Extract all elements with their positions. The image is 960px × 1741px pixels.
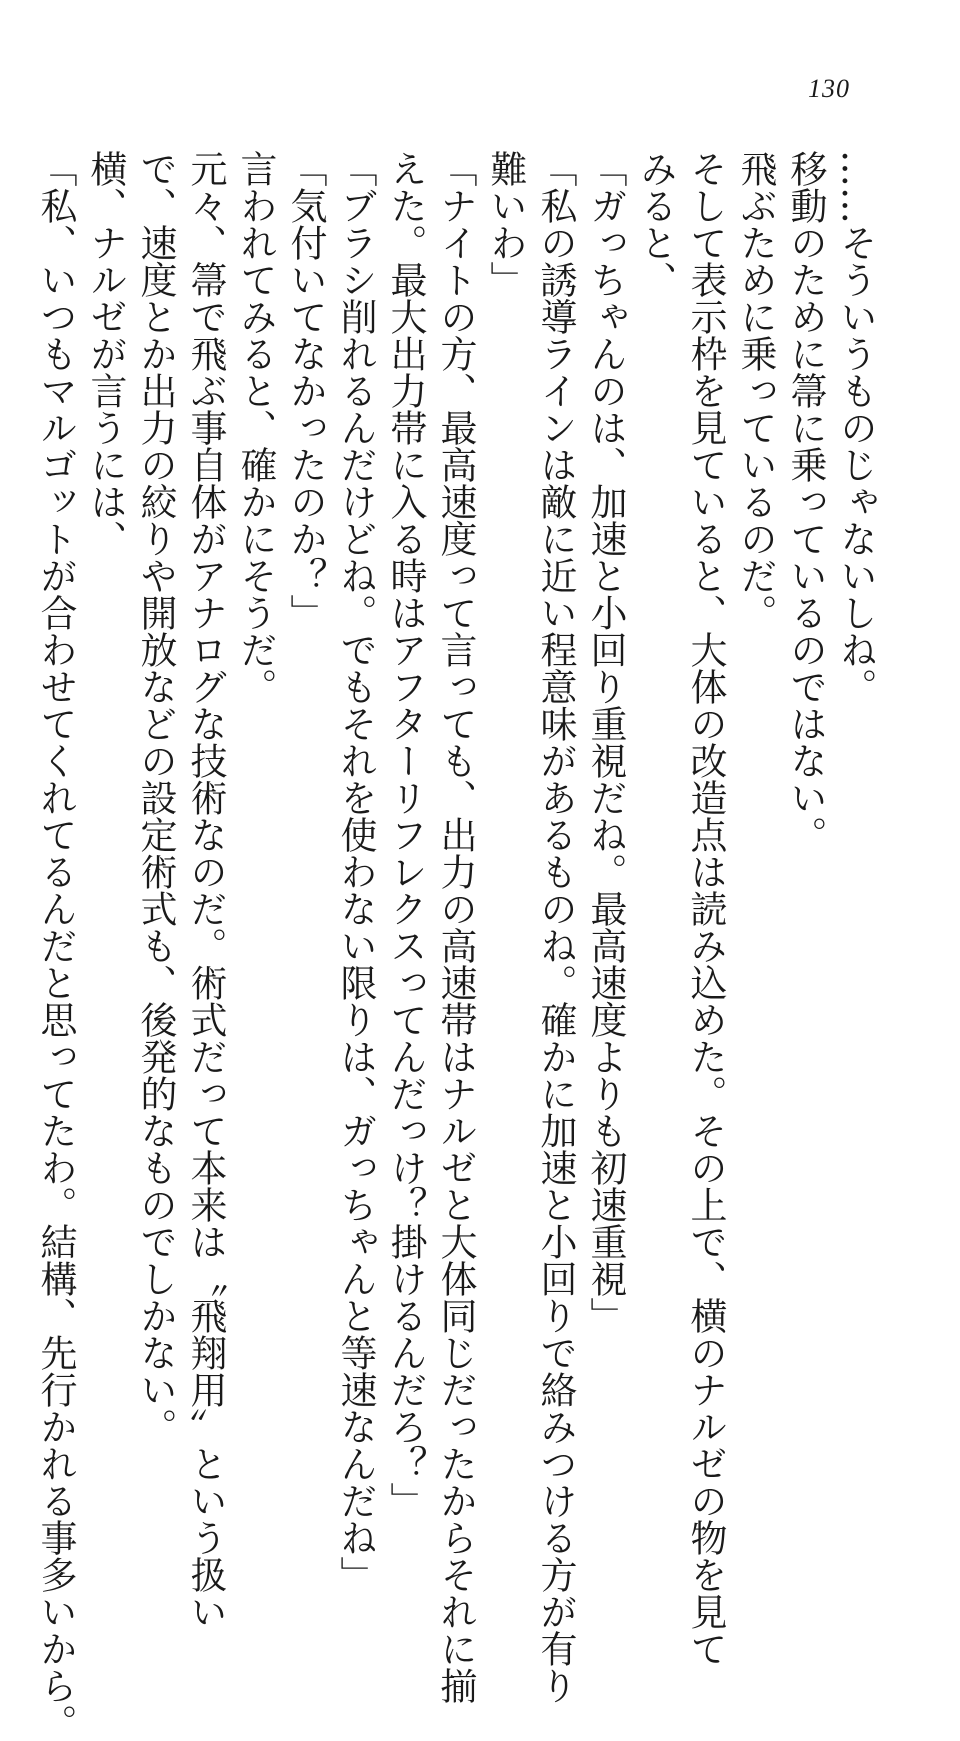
text-line: えた。最大出力帯に入る時はアフターリフレクスってんだっけ？掛けるんだろ？」 <box>384 150 427 1519</box>
text-line: で、速度とか出力の絞りや開放などの設定術式も、後発的なものでしかない。 <box>134 150 177 1445</box>
text-line: 「私、いつもマルゴットが合わせてくれてるんだと思ってたわ。結構、先行かれる事多いから。 <box>34 150 77 1741</box>
text-line: 言われてみると、確かにそうだ。 <box>234 150 277 705</box>
text-line: 元々、箒で飛ぶ事自体がアナログな技術なのだ。術式だって本来は〝飛翔用〟という扱い <box>184 150 227 1630</box>
page-number: 130 <box>808 74 850 103</box>
body-text <box>34 150 880 1741</box>
text-line: ……そういうものじゃないしね。 <box>834 150 877 705</box>
text-line: 移動のために箒に乗っているのではない。 <box>784 150 827 853</box>
text-line: 「気付いてなかったのか？」 <box>284 150 327 631</box>
text-line: 「ガっちゃんのは、加速と小回り重視だね。最高速度よりも初速重視」 <box>584 150 627 1334</box>
text-line: 飛ぶために乗っているのだ。 <box>734 150 777 631</box>
text-line: そして表示枠を見ていると、大体の改造点は読み込めた。その上で、横のナルゼの物を見て <box>684 150 727 1667</box>
text-line: 「ナイトの方、最高速度って言っても、出力の高速帯はナルゼと大体同じだったからそれに揃 <box>434 150 477 1704</box>
text-line: みると、 <box>634 150 677 298</box>
text-line: 横、ナルゼが言うには、 <box>84 150 127 557</box>
text-line: 難いわ」 <box>484 150 527 298</box>
text-line: 「ブラシ削れるんだけどね。でもそれを使わない限りは、ガっちゃんと等速なんだね」 <box>334 150 377 1593</box>
text-line: 「私の誘導ラインは敵に近い程意味があるものね。確かに加速と小回りで絡みつける方が有り <box>534 150 577 1704</box>
